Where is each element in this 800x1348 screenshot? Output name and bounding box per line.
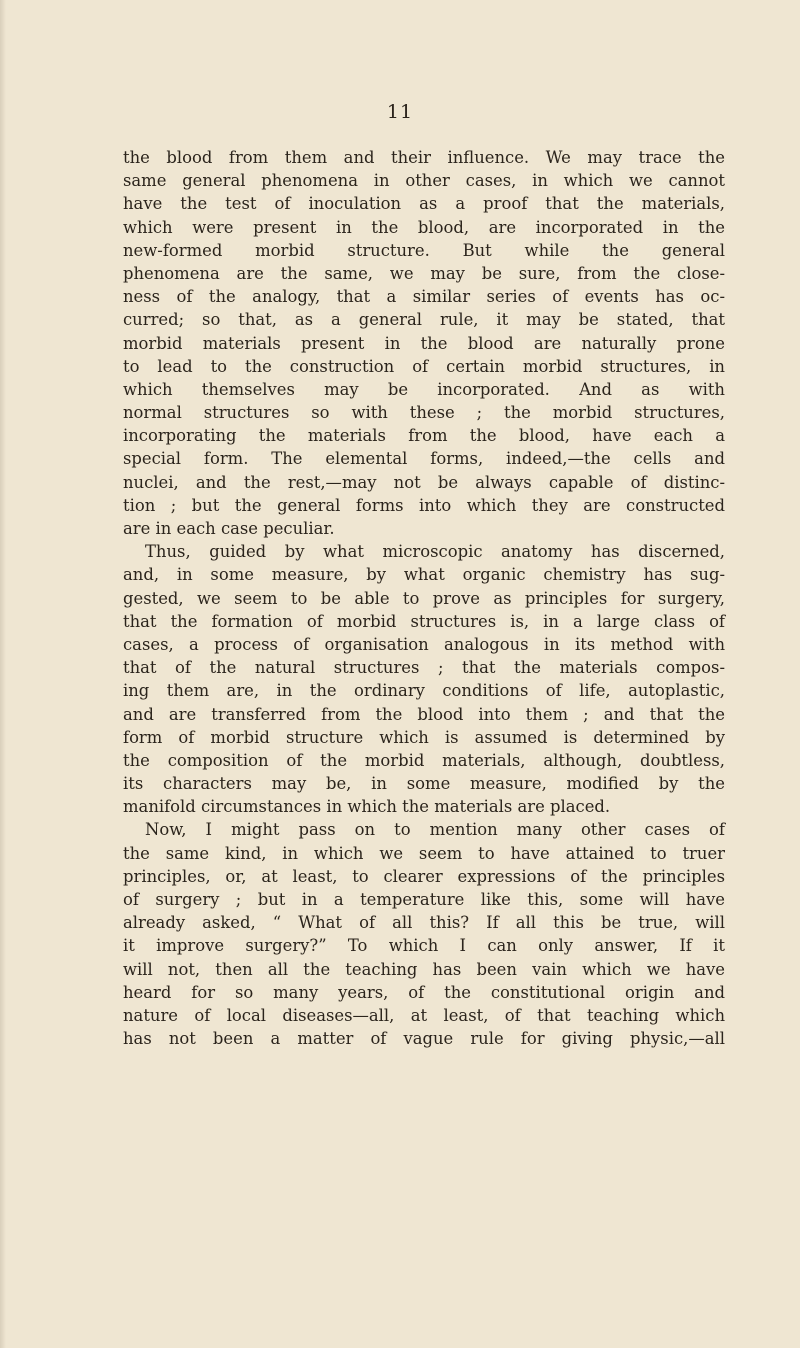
text-line: nature of local diseases—all, at least, of that teaching which <box>123 1005 725 1025</box>
text-line: already asked, “ What of all this? If all this be true, will <box>123 913 725 933</box>
text-line: are in each case peculiar. <box>123 519 335 538</box>
text-line: has not been a matter of vague rule for giving physic,—all <box>123 1029 725 1049</box>
text-line: ing them are, in the ordinary conditions of life, autoplastic, <box>123 681 725 701</box>
text-line: the composition of the morbid materials, although, doubtless, <box>123 750 725 770</box>
text-line: Thus, guided by what microscopic anatomy has discerned, <box>145 542 725 562</box>
text-line: the same kind, in which we seem to have attained to truer <box>123 843 725 863</box>
text-line: that of the natural structures ; that the materials compos- <box>123 658 725 678</box>
text-line: special form. The elemental forms, indeed,—the cells and <box>123 449 725 469</box>
text-line: its characters may be, in some measure, modified by the <box>123 774 725 794</box>
text-line: principles, or, at least, to clearer expressions of the principles <box>123 866 725 886</box>
text-line: and are transferred from the blood into them ; and that the <box>123 704 725 724</box>
text-line: Now, I might pass on to mention many other cases of <box>145 820 725 840</box>
text-line: gested, we seem to be able to prove as principles for surgery, <box>123 588 725 608</box>
text-line: it improve surgery?” To which I can only answer, If it <box>123 936 725 956</box>
text-line: curred; so that, as a general rule, it may be stated, that <box>123 310 725 330</box>
text-line: the blood from them and their influence. We may trace the <box>123 148 725 167</box>
text-line: incorporating the materials from the blood, have each a <box>123 426 725 446</box>
text-line: to lead to the construction of certain morbid structures, in <box>123 356 725 376</box>
text-line: manifold circumstances in which the materials are placed. <box>123 797 611 817</box>
text-line: ness of the analogy, that a similar series of events has oc- <box>123 287 725 307</box>
text-line: phenomena are the same, we may be sure, from the close- <box>123 263 725 283</box>
text-line: new-formed morbid structure. But while the general <box>123 240 725 260</box>
text-line: morbid materials present in the blood are naturally prone <box>123 333 725 353</box>
text-line: cases, a process of organisation analogous in its method with <box>123 634 725 654</box>
text-line: of surgery ; but in a temperature like this, some will have <box>123 890 725 909</box>
text-line: form of morbid structure which is assumed is determined by <box>123 727 725 747</box>
text-line: normal structures so with these ; the morbid structures, <box>123 403 725 423</box>
text-line: tion ; but the general forms into which they are constructed <box>123 495 725 515</box>
body-text <box>123 146 725 1050</box>
text-line: same general phenomena in other cases, in which we cannot <box>123 171 725 191</box>
text-line: nuclei, and the rest,—may not be always capable of distinc- <box>123 472 725 492</box>
page-number: 11 <box>386 101 414 123</box>
text-line: which themselves may be incorporated. And as with <box>123 379 725 399</box>
text-line: heard for so many years, of the constitutional origin and <box>123 982 725 1002</box>
text-line: that the formation of morbid structures is, in a large class of <box>123 611 725 631</box>
text-line: have the test of inoculation as a proof that the materials, <box>123 194 725 214</box>
text-line: and, in some measure, by what organic chemistry has sug- <box>123 565 725 585</box>
page-edge-shadow <box>0 0 6 1348</box>
text-line: will not, then all the teaching has been vain which we have <box>123 959 725 979</box>
text-line: which were present in the blood, are incorporated in the <box>123 217 725 237</box>
